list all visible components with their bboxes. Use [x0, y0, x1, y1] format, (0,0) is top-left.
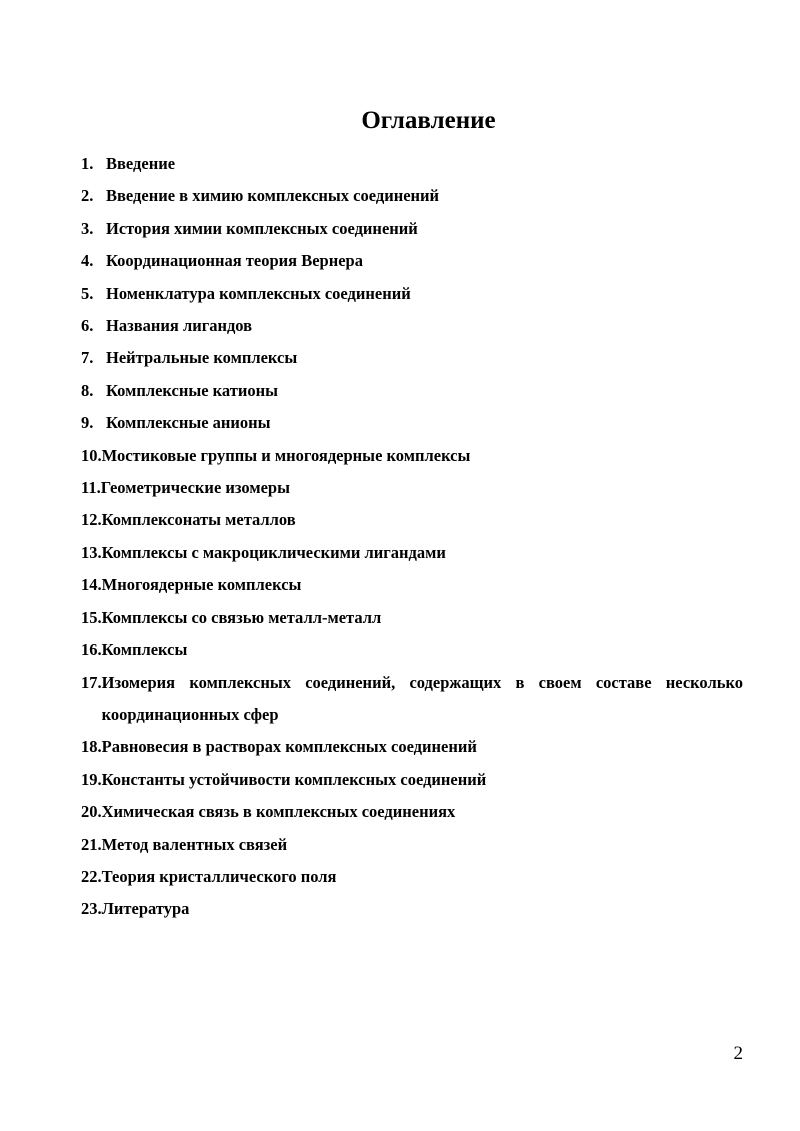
toc-label: Введение в химию комплексных соединений [106, 186, 440, 206]
toc-item-10 [81, 440, 743, 472]
toc-label: Номенклатура комплексных соединений [106, 283, 411, 303]
toc-number: 9. [81, 413, 94, 433]
toc-item-5 [81, 278, 743, 310]
toc-number: 20. [81, 802, 102, 822]
toc-label: Комплексные катионы [106, 380, 278, 400]
toc-label: Метод валентных связей [101, 834, 288, 854]
toc-label: Геометрические изомеры [100, 478, 290, 498]
toc-label: Равновесия в растворах комплексных соединений [101, 737, 477, 757]
toc-item-18 [81, 731, 743, 763]
toc-item-4 [81, 245, 743, 277]
toc-item-16 [81, 634, 743, 666]
toc-label: Координационная теория Вернера [106, 251, 363, 271]
toc-label: Нейтральные комплексы [106, 348, 298, 368]
toc-number: 23. [81, 899, 102, 919]
toc-item-8 [81, 375, 743, 407]
toc-item-13 [81, 537, 743, 569]
toc-item-1 [81, 148, 743, 180]
toc-item-9 [81, 407, 743, 439]
toc-number: 7. [81, 348, 94, 368]
toc-label: Многоядерные комплексы [101, 575, 302, 595]
toc-label: Комплексы со связью металл-металл [101, 607, 382, 627]
toc-item-3 [81, 213, 743, 245]
toc-number: 14. [81, 575, 102, 595]
page-number: 2 [733, 1043, 743, 1064]
toc-label: Теория кристаллического поля [101, 866, 337, 886]
toc-number: 6. [81, 316, 94, 336]
toc-item-12 [81, 504, 743, 536]
table-of-contents [81, 148, 743, 926]
toc-number: 3. [81, 218, 94, 238]
toc-item-11 [81, 472, 743, 504]
toc-number: 11. [81, 478, 101, 498]
page-title: Оглавление [361, 107, 496, 134]
toc-label: Введение [106, 154, 176, 173]
toc-label: Комплексонаты металлов [101, 510, 296, 530]
toc-number: 4. [81, 251, 94, 271]
toc-number: 15. [81, 607, 102, 627]
toc-number: 2. [81, 186, 94, 206]
toc-item-17 [81, 667, 743, 732]
toc-item-21 [81, 829, 743, 861]
toc-label: Комплексы [101, 640, 188, 660]
toc-label: Литература [101, 899, 190, 919]
toc-number: 5. [81, 283, 94, 303]
toc-number: 22. [81, 866, 102, 886]
toc-number: 21. [81, 834, 102, 854]
toc-label: История химии комплексных соединений [106, 218, 418, 238]
toc-label: Изомерия комплексных соединений, содержащих в своем составе несколько координационных сфер [101, 672, 743, 724]
toc-item-6 [81, 310, 743, 342]
toc-label: Константы устойчивости комплексных соединений [101, 769, 487, 789]
toc-number: 16. [81, 640, 102, 660]
toc-item-14 [81, 569, 743, 601]
toc-number: 8. [81, 380, 94, 400]
toc-number: 19. [81, 769, 102, 789]
toc-number: 12. [81, 510, 102, 530]
toc-number: 1. [81, 154, 94, 173]
toc-number: 17. [81, 672, 102, 692]
toc-label: Названия лигандов [106, 316, 253, 336]
toc-number: 18. [81, 737, 102, 757]
toc-item-19 [81, 764, 743, 796]
toc-label: Комплексы с макроциклическими лигандами [101, 542, 446, 562]
toc-number: 10. [81, 445, 102, 465]
toc-item-7 [81, 342, 743, 374]
toc-label: Комплексные анионы [106, 413, 271, 433]
toc-item-23 [81, 893, 743, 925]
toc-number: 13. [81, 542, 102, 562]
toc-item-20 [81, 796, 743, 828]
toc-item-2 [81, 180, 743, 212]
toc-item-22 [81, 861, 743, 893]
toc-label: Химическая связь в комплексных соединениях [101, 802, 456, 822]
toc-label: Мостиковые группы и многоядерные комплексы [101, 445, 471, 465]
toc-item-15 [81, 602, 743, 634]
